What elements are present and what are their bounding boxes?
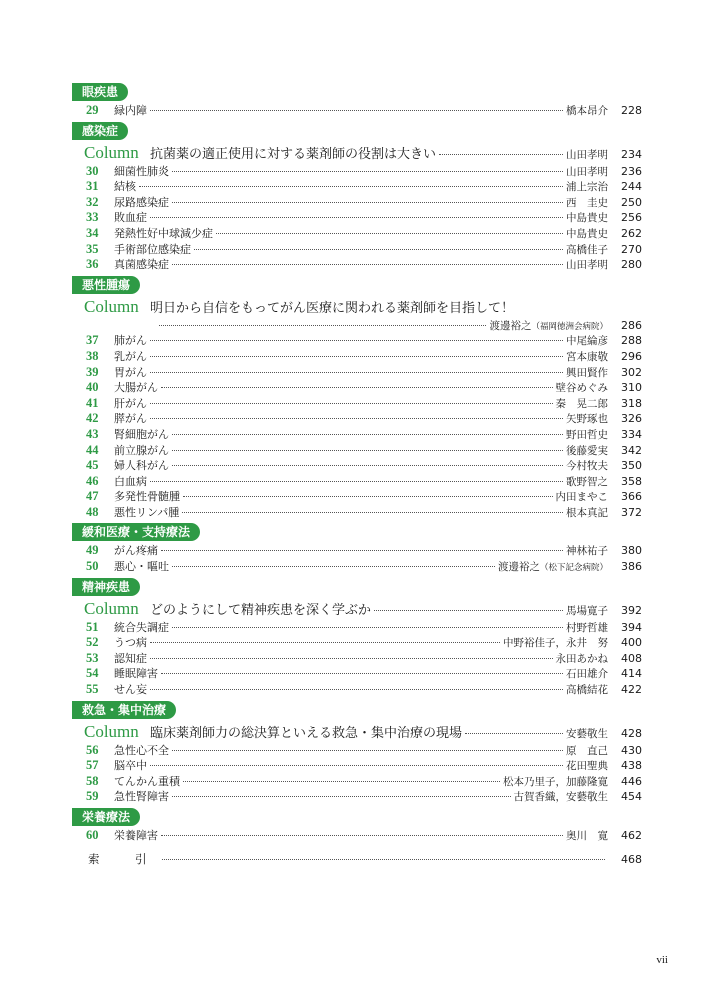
entry-title: うつ病: [114, 636, 147, 650]
toc-entry: [72, 427, 642, 443]
entry-author: 松本乃里子，加藤隆寛: [503, 775, 608, 788]
section-heading: 精神疾患: [72, 578, 140, 596]
dot-leader: [161, 387, 553, 388]
entry-page: 422: [621, 683, 642, 697]
toc-entry: [72, 559, 642, 575]
chapter-number: 39: [86, 364, 99, 379]
entry-page: 244: [621, 180, 642, 194]
section-heading: 感染症: [72, 122, 128, 140]
entry-title: 尿路感染症: [114, 195, 169, 209]
entry-author: 矢野琢也: [566, 413, 608, 426]
toc-entry: [72, 210, 642, 226]
entry-page: 366: [621, 490, 642, 504]
chapter-number: 48: [86, 504, 99, 519]
entry-page: 302: [621, 365, 642, 379]
section-heading: 悪性腫瘍: [72, 276, 140, 294]
dot-leader: [172, 465, 563, 466]
entry-page: 408: [621, 651, 642, 665]
entry-author: 永田あかね: [555, 652, 608, 665]
toc-entry: [72, 828, 642, 844]
index-entry: [72, 852, 642, 868]
column-entry: [72, 598, 642, 620]
toc-entry: [72, 103, 642, 119]
entry-title: てんかん重積: [114, 774, 180, 788]
dot-leader: [172, 450, 563, 451]
chapter-number: 54: [86, 666, 99, 681]
entry-author: 奥川 寛: [566, 830, 608, 842]
entry-author: 中尾綸彦: [566, 335, 608, 348]
toc-entry: [72, 242, 642, 258]
dot-leader: [150, 658, 553, 659]
entry-title: 栄養障害: [114, 829, 158, 842]
entry-title: 手術部位感染症: [114, 242, 191, 256]
chapter-number: 60: [86, 828, 99, 842]
dot-leader: [150, 110, 563, 111]
entry-author: 橋本昂介: [566, 105, 608, 117]
entry-author: 西 圭史: [566, 196, 608, 209]
toc-entry: [72, 226, 642, 242]
chapter-number: 40: [86, 380, 99, 395]
entry-author: 渡邊裕之: [497, 561, 540, 574]
dot-leader: [172, 796, 511, 797]
entry-page: 280: [621, 258, 642, 272]
toc-entry: [72, 489, 642, 505]
column-label: Column: [84, 296, 139, 316]
chapter-number: 37: [86, 333, 99, 348]
dot-leader: [150, 403, 553, 404]
dot-leader: [172, 202, 563, 203]
entry-page: 228: [621, 104, 642, 117]
entry-title: 結核: [114, 180, 136, 194]
dot-leader: [374, 610, 563, 611]
author-affiliation: （松下記念病院）: [539, 563, 608, 574]
entry-title: 乳がん: [114, 349, 147, 363]
entry-page: 326: [621, 412, 642, 426]
entry-author: 石田雄介: [566, 668, 608, 681]
entry-title: 前立腺がん: [114, 443, 169, 457]
chapter-number: 55: [86, 682, 99, 697]
entry-title: 悪性リンパ腫: [114, 505, 180, 519]
chapter-number: 31: [86, 179, 99, 194]
entry-author: 古賀香織，安藝敬生: [513, 791, 608, 804]
entry-author: 渡邊裕之: [489, 319, 532, 332]
entry-author: 浦上宗治: [566, 181, 608, 194]
entry-page: 400: [621, 636, 642, 650]
entry-title: 膵がん: [114, 412, 147, 426]
entry-title: 統合失調症: [114, 620, 169, 634]
entry-page: 372: [621, 505, 642, 519]
chapter-number: 30: [86, 163, 99, 178]
toc-entry: [72, 505, 642, 521]
entry-page: 392: [621, 603, 642, 617]
entry-title: どのようにして精神疾患を深く学ぶか: [150, 602, 372, 618]
chapter-number: 49: [86, 543, 99, 558]
entry-page: 288: [621, 334, 642, 348]
chapter-number: 58: [86, 773, 99, 788]
entry-title: がん疼痛: [114, 544, 158, 558]
entry-page: 270: [621, 242, 642, 256]
toc-entry: [72, 682, 642, 698]
column-entry: [72, 142, 642, 164]
dot-leader: [161, 550, 563, 551]
toc-entry: [72, 651, 642, 667]
entry-title: 大腸がん: [114, 381, 158, 395]
dot-leader: [172, 264, 563, 265]
entry-author: 高橋結花: [566, 684, 608, 697]
toc-entry: [72, 164, 642, 180]
entry-author: 野田哲史: [566, 428, 608, 441]
entry-page: 286: [621, 318, 642, 332]
entry-title: 急性腎障害: [114, 790, 169, 804]
toc-entry: [72, 474, 642, 490]
entry-author: 神林祐子: [566, 545, 608, 558]
dot-leader: [161, 835, 563, 836]
entry-author: 秦 晃二郎: [555, 397, 608, 410]
dot-leader: [150, 372, 563, 373]
entry-title: 胃がん: [114, 365, 147, 379]
toc-entry: [72, 333, 642, 349]
entry-author: 山田孝明: [566, 148, 608, 161]
section-heading: 栄養療法: [72, 808, 140, 826]
entry-author: 中野裕佳子，永井 努: [503, 637, 608, 650]
entry-author: 中島貴史: [566, 212, 608, 225]
chapter-number: 42: [86, 411, 99, 426]
toc-entry: [72, 411, 642, 427]
entry-title: 肝がん: [114, 396, 147, 410]
entry-title: 悪心・嘔吐: [114, 560, 169, 574]
entry-author: 内田まやこ: [555, 491, 608, 504]
dot-leader: [172, 566, 495, 567]
entry-page: 250: [621, 195, 642, 209]
entry-title: 脳卒中: [114, 759, 147, 773]
toc-entry: [72, 179, 642, 195]
entry-title: 臨床薬剤師力の総決算といえる救急・集中治療の現場: [150, 725, 463, 741]
entry-author: 歌野智之: [566, 475, 608, 488]
dot-leader: [182, 512, 563, 513]
toc-entry: [72, 396, 642, 412]
dot-leader: [150, 689, 563, 690]
dot-leader: [150, 356, 563, 357]
entry-page: 454: [621, 790, 642, 804]
dot-leader: [183, 496, 553, 497]
chapter-number: 29: [86, 103, 99, 117]
entry-page: 342: [621, 443, 642, 457]
entry-author: 壁谷めぐみ: [555, 382, 608, 395]
entry-page: 350: [621, 459, 642, 473]
chapter-number: 53: [86, 650, 99, 665]
dot-leader: [172, 750, 563, 751]
entry-author: 村野哲雄: [566, 621, 608, 634]
entry-page: 234: [621, 147, 642, 161]
dot-leader: [162, 859, 606, 860]
entry-author: 高橋佳子: [566, 243, 608, 256]
chapter-number: 51: [86, 619, 99, 634]
column-label: Column: [84, 598, 139, 618]
chapter-number: 33: [86, 210, 99, 225]
chapter-number: 52: [86, 635, 99, 650]
entry-page: 394: [621, 620, 642, 634]
entry-title: 発熱性好中球減少症: [114, 226, 213, 240]
column-label: Column: [84, 721, 139, 741]
entry-title: 睡眠障害: [114, 667, 158, 681]
entry-title: 緑内障: [114, 104, 147, 117]
chapter-number: 57: [86, 758, 99, 773]
entry-title: 細菌性肺炎: [114, 164, 169, 178]
chapter-number: 43: [86, 426, 99, 441]
entry-author: 今村牧夫: [566, 460, 608, 473]
entry-title: 抗菌薬の適正使用に対する薬剤師の役割は大きい: [150, 146, 437, 162]
entry-author: 根本真記: [566, 506, 608, 519]
index-title: 索 引: [88, 851, 159, 866]
toc-entry: [72, 257, 642, 273]
toc-entry: [72, 620, 642, 636]
entry-author: 山田孝明: [566, 165, 608, 178]
dot-leader: [216, 233, 563, 234]
entry-author: 原 直己: [566, 744, 608, 757]
entry-page: 414: [621, 667, 642, 681]
entry-author: 馬場寛子: [566, 604, 608, 617]
toc-entry: [72, 743, 642, 759]
dot-leader: [150, 765, 563, 766]
dot-leader: [183, 781, 500, 782]
column-entry: [72, 721, 642, 743]
entry-author: 安藝敬生: [566, 727, 608, 740]
toc-entry: [72, 443, 642, 459]
author-affiliation: （福岡徳洲会病院）: [531, 321, 608, 332]
entry-title: 敗血症: [114, 211, 147, 225]
dot-leader: [139, 186, 563, 187]
section-heading: 緩和医療・支持療法: [72, 523, 200, 541]
entry-title: 婦人科がん: [114, 459, 169, 473]
toc-entry: [72, 789, 642, 805]
dot-leader: [150, 217, 563, 218]
toc-entry: [72, 758, 642, 774]
entry-page: 256: [621, 211, 642, 225]
dot-leader: [161, 673, 563, 674]
toc-entry: [72, 458, 642, 474]
entry-author: 興田賢作: [566, 366, 608, 379]
entry-page: 310: [621, 381, 642, 395]
toc-entry: [72, 666, 642, 682]
entry-title: せん妄: [114, 683, 147, 697]
entry-page: 446: [621, 774, 642, 788]
entry-title: 多発性骨髄腫: [114, 490, 180, 504]
chapter-number: 56: [86, 742, 99, 757]
entry-title: 真菌感染症: [114, 258, 169, 272]
entry-page: 438: [621, 759, 642, 773]
dot-leader: [150, 418, 563, 419]
entry-title: 白血病: [114, 474, 147, 488]
chapter-number: 32: [86, 194, 99, 209]
toc-entry: [72, 774, 642, 790]
dot-leader: [159, 325, 486, 326]
entry-page: 358: [621, 474, 642, 488]
chapter-number: 36: [86, 257, 99, 272]
toc-entry: [72, 380, 642, 396]
chapter-number: 59: [86, 789, 99, 804]
chapter-number: 44: [86, 442, 99, 457]
dot-leader: [172, 434, 563, 435]
dot-leader: [150, 340, 563, 341]
chapter-number: 50: [86, 559, 99, 574]
dot-leader: [172, 171, 563, 172]
section-heading: 救急・集中治療: [72, 701, 176, 719]
entry-page: 428: [621, 726, 642, 740]
entry-author: 山田孝明: [566, 259, 608, 272]
toc-entry: [72, 635, 642, 651]
chapter-number: 34: [86, 225, 99, 240]
toc-entry: [72, 543, 642, 559]
dot-leader: [150, 642, 500, 643]
chapter-number: 41: [86, 395, 99, 410]
toc-entry: [72, 365, 642, 381]
toc-entry: [72, 195, 642, 211]
chapter-number: 45: [86, 458, 99, 473]
entry-page: 262: [621, 226, 642, 240]
entry-page: 462: [621, 829, 642, 842]
column-entry: [72, 296, 642, 318]
entry-title: 急性心不全: [114, 743, 169, 757]
entry-title: 腎細胞がん: [114, 427, 169, 441]
page-number: vii: [656, 954, 668, 966]
entry-page: 236: [621, 164, 642, 178]
chapter-number: 46: [86, 473, 99, 488]
column-label: Column: [84, 142, 139, 162]
entry-page: 380: [621, 544, 642, 558]
dot-leader: [194, 249, 563, 250]
dot-leader: [465, 733, 563, 734]
entry-page: 430: [621, 743, 642, 757]
chapter-number: 35: [86, 241, 99, 256]
entry-title: 明日から自信をもってがん医療に関われる薬剤師を目指して！: [150, 300, 515, 316]
entry-page: 334: [621, 427, 642, 441]
entry-page: 386: [621, 560, 642, 574]
entry-author: 花田聖典: [566, 760, 608, 773]
index-page: 468: [621, 852, 642, 866]
entry-title: 肺がん: [114, 334, 147, 348]
entry-author: 中島貴史: [566, 227, 608, 240]
chapter-number: 38: [86, 348, 99, 363]
dot-leader: [439, 154, 563, 155]
entry-author: 宮本康敬: [566, 350, 608, 363]
dot-leader: [172, 627, 563, 628]
section-heading: 眼疾患: [72, 83, 128, 101]
table-of-contents: [72, 80, 642, 867]
toc-entry: [72, 318, 642, 334]
entry-page: 318: [621, 396, 642, 410]
toc-entry: [72, 349, 642, 365]
chapter-number: 47: [86, 489, 99, 504]
entry-author: 後藤愛実: [566, 444, 608, 457]
entry-title: 認知症: [114, 651, 147, 665]
entry-page: 296: [621, 349, 642, 363]
dot-leader: [150, 481, 563, 482]
